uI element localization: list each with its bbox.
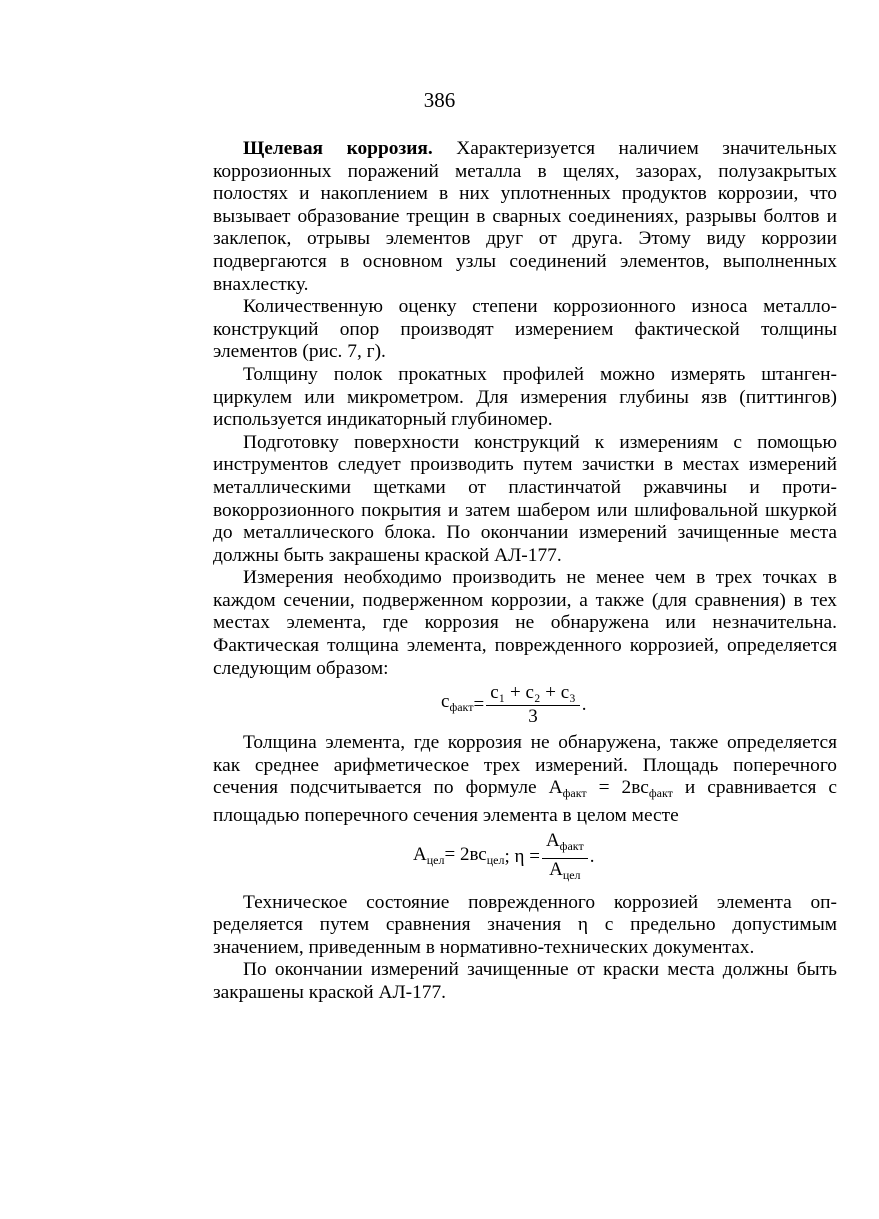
formula-area-whole: $А_{цел}$ <box>413 843 445 867</box>
formula-lhs: $с_{факт}$ <box>441 691 474 715</box>
formula-eta-numerator: $А_{факт}$ <box>542 831 588 859</box>
formula-actual-thickness <box>213 682 837 728</box>
formula-denominator: 3 <box>528 706 538 728</box>
paragraph-slit-corrosion <box>213 138 837 296</box>
formula-equals: = <box>473 693 485 715</box>
formula-period: . <box>589 846 595 868</box>
formula-area-expression: = $2вс_{цел}$ <box>444 843 505 867</box>
paragraph-repaint: По окончании измерений зачищенные от краски места должны быть закрашены краской АЛ-177. <box>213 959 837 1003</box>
formula-eta: ; η = <box>504 846 540 868</box>
paragraph-technical-state: Техническое состояние поврежденного коррозией элемента определяется путем сравнения значения η с предельно допустимым значением, приведенным в нормативно-технических документах. <box>213 891 837 958</box>
paragraph-area-calculation: Толщина элемента, где коррозия не обнаружена, также определяется как среднее арифметическое трех измерений. Площадь поперечного сечения подсчитывается по формуле $A_{факт} = 2вс_{факт}$ и сравнивается с площадью поперечного сечения элемента в целом месте <box>213 732 837 827</box>
formula-area-ratio <box>213 830 837 886</box>
paragraph-thickness-measurement: Толщину полок прокатных профилей можно измерять штангенциркулем или микрометром. Для измерения глубины язв (питтингов) используется индикаторный глубиномер. <box>213 363 837 431</box>
paragraph-quantitative-assessment: Количественную оценку степени коррозионного износа металлоконструкций опор производят измерением фактической толщины элементов (рис. 7, г). <box>213 296 837 363</box>
formula-fraction <box>486 683 580 727</box>
formula-eta-fraction <box>542 831 588 885</box>
body-text <box>213 138 837 1005</box>
formula-numerator: с₁ + с₂ + с₃ <box>486 683 580 706</box>
paragraph-text: Характеризуется наличием значительных коррозионных поражений металла в щелях, зазорах, полузакрытых полостях и накоплением в них уплотненных продуктов коррозии, что вызывает образование трещин в сварных соединениях, разрывы болтов и заклепок, отрывы элементов друг от друга. Этому виду коррозии подвергаются в основном узлы соединений элементов, выполненных внахлестку. <box>213 138 837 295</box>
formula-eta-denominator: $А_{цел}$ <box>549 858 581 882</box>
section-heading: Щелевая коррозия. <box>243 138 433 159</box>
page-number: 386 <box>423 88 456 112</box>
paragraph-measurement-points: Измерения необходимо производить не менее чем в трех точках в каждом сечении, подверженном коррозии, а также (для сравнения) в тех местах элемента, где коррозия не обнаружена или незначительна. Фактическая толщина элемента, поврежденного коррозией, определяется следующим образом: <box>213 567 837 679</box>
formula-period: . <box>581 693 587 715</box>
paragraph-surface-preparation: Подготовку поверхности конструкций к измерениям с помощью инструментов следует производить путем зачистки в местах измерений металлическими щетками от пластинчатой ржавчины и противокоррозионного покрытия и затем шабером или шлифовальной шкуркой до металлического блока. По окончании измерений зачищенные места должны быть закрашены краской АЛ-177. <box>213 431 837 566</box>
